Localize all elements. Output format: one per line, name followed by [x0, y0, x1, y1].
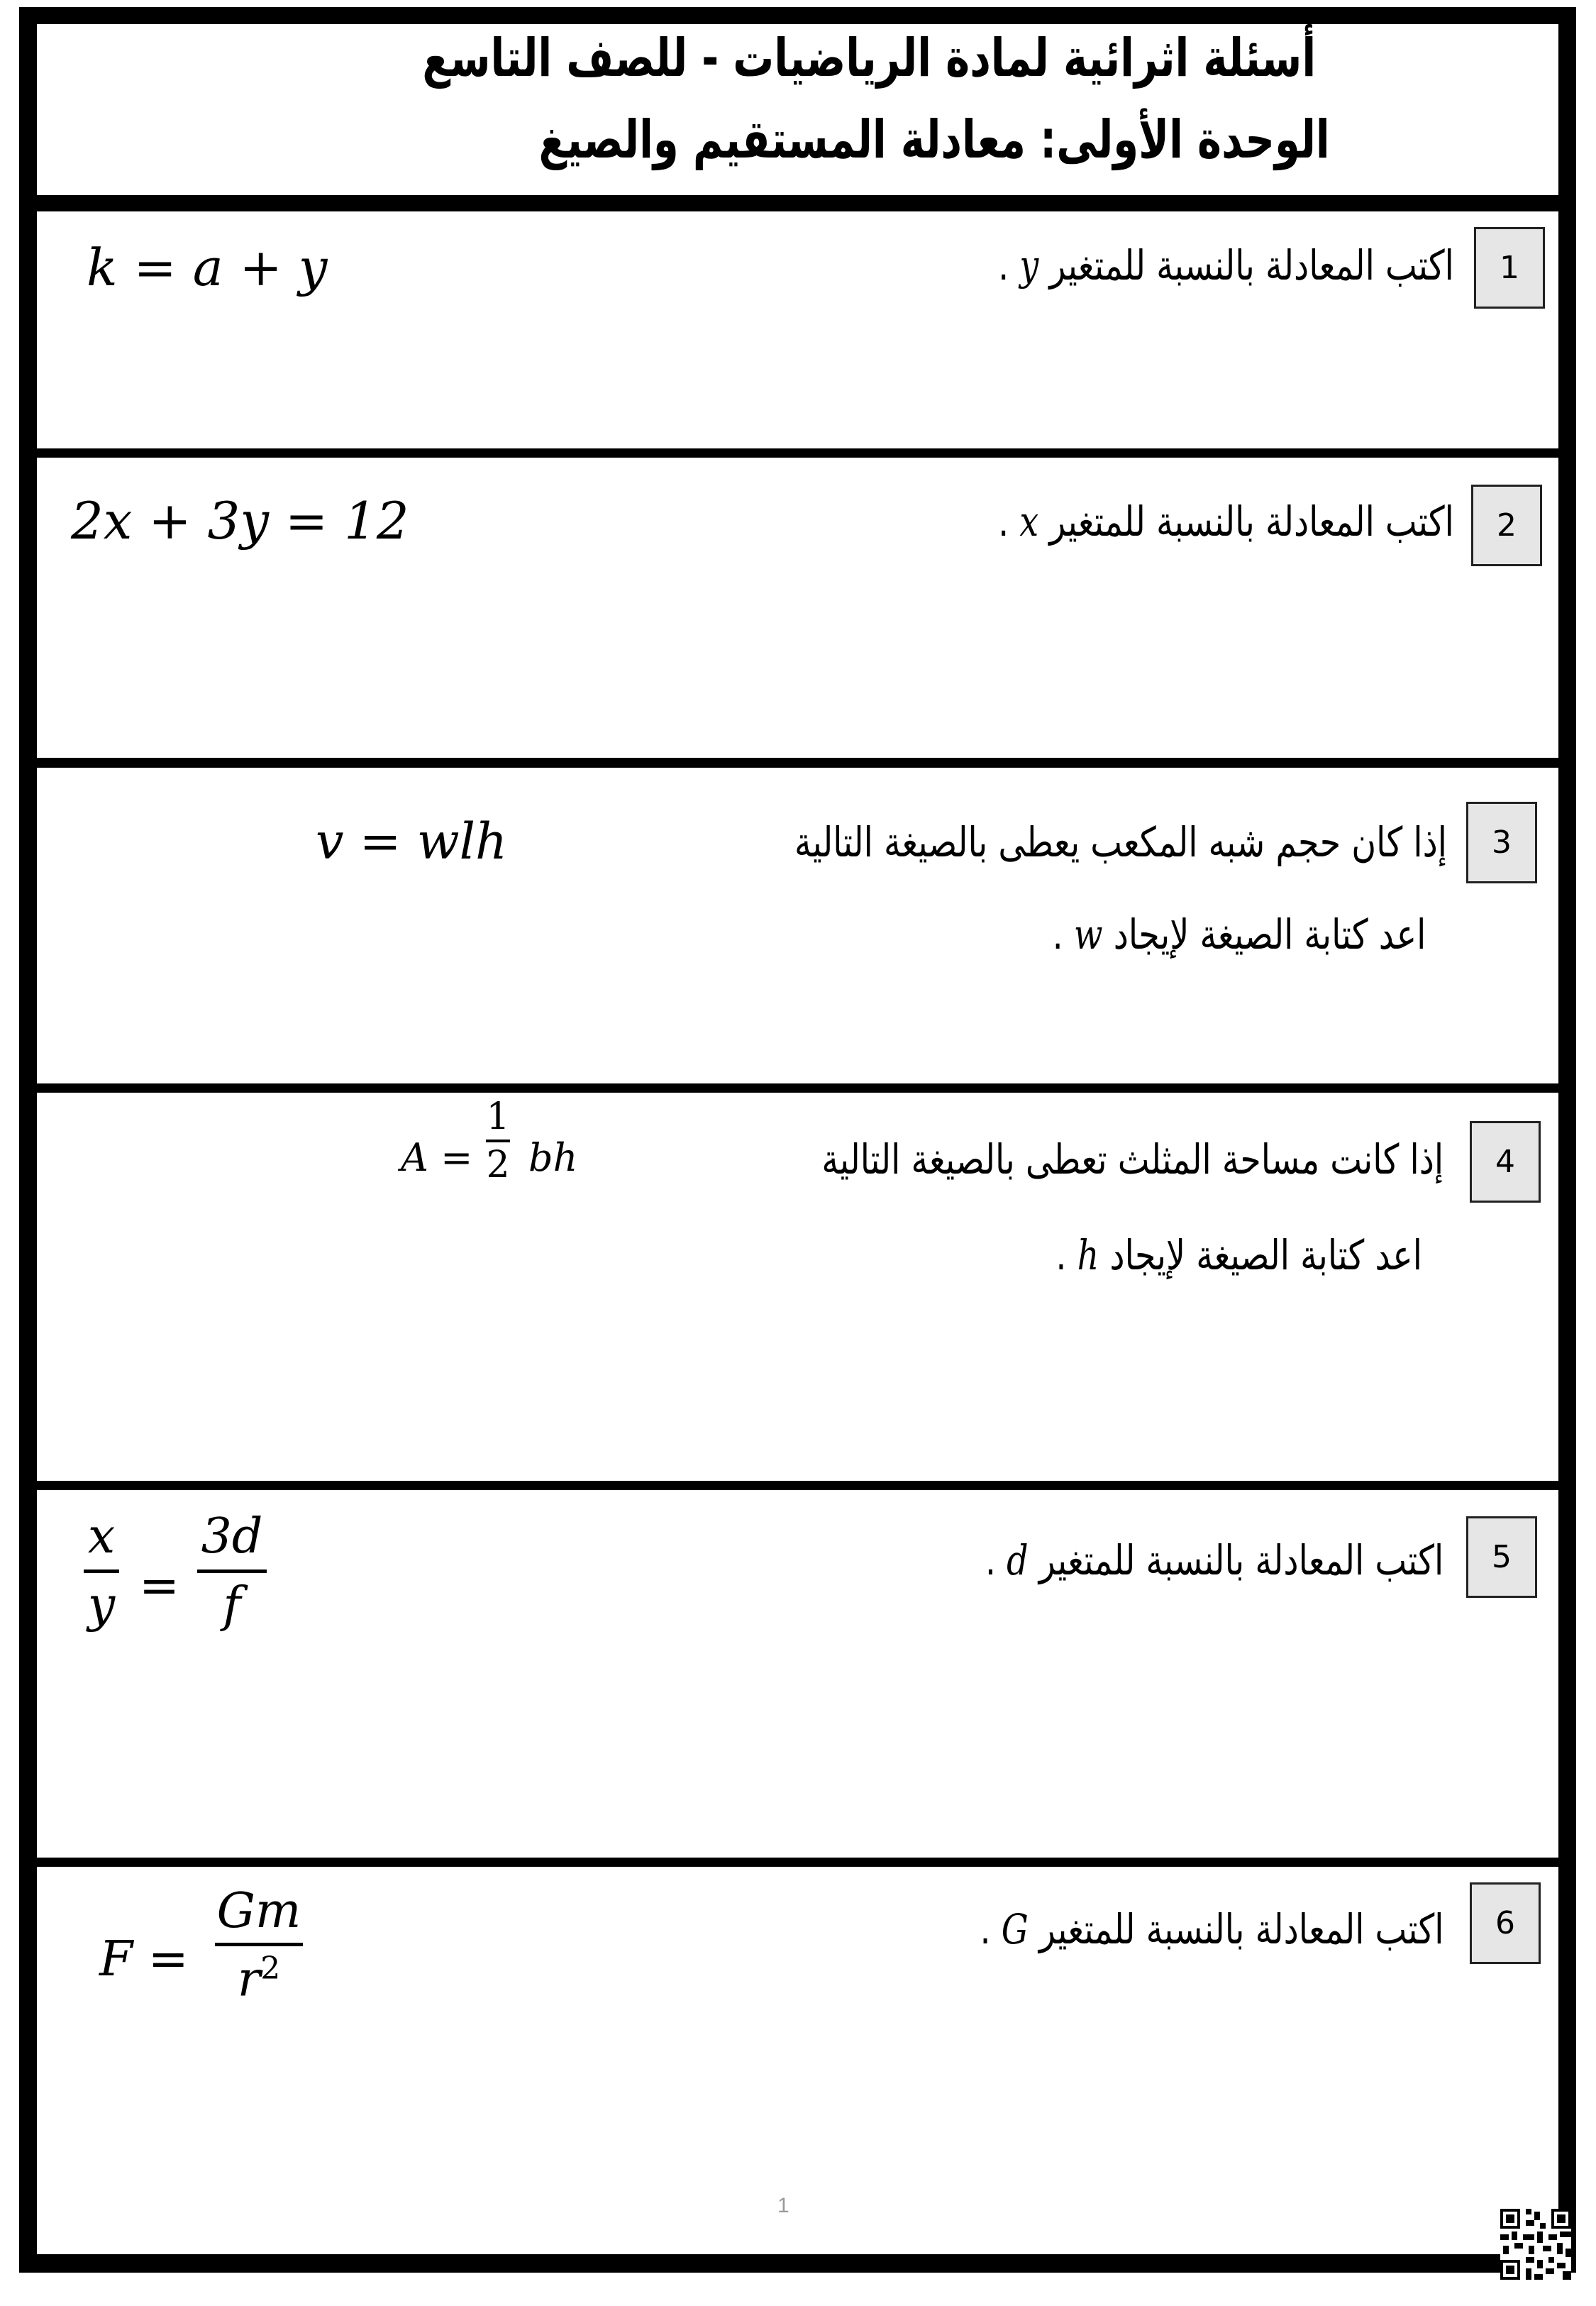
question-instruction: اعد كتابة الصيغة لإيجاد h .	[1055, 1231, 1422, 1279]
equation: k = a + y	[87, 238, 328, 297]
equation: A = 1 2 bh	[401, 1096, 578, 1186]
question-number-badge: 1	[1474, 227, 1545, 309]
frame-top-border	[19, 7, 1576, 24]
question-instruction: اعد كتابة الصيغة لإيجاد w .	[1052, 910, 1426, 959]
target-variable: d	[1006, 1536, 1029, 1584]
question-number-badge: 3	[1466, 802, 1537, 883]
header-divider	[19, 195, 1576, 211]
equation: 2x + 3y = 12	[71, 491, 409, 551]
frame-left-border	[19, 7, 37, 2273]
page-number: 1	[777, 2194, 789, 2217]
question-prompt: اكتب المعادلة بالنسبة للمتغير d .	[985, 1536, 1443, 1584]
fraction: 1 2	[486, 1096, 510, 1186]
question-prompt: اكتب المعادلة بالنسبة للمتغير x .	[998, 497, 1454, 546]
question-number-badge: 4	[1470, 1121, 1541, 1203]
equation: x y = 3d f	[84, 1513, 282, 1658]
fraction: Gm $r^2$	[215, 1887, 303, 2004]
question-divider-5	[19, 1858, 1576, 1867]
question-number-badge: 5	[1466, 1516, 1537, 1598]
question-divider-3	[19, 1083, 1576, 1093]
right-fraction: 3d f	[197, 1513, 267, 1630]
question-prompt: اكتب المعادلة بالنسبة للمتغير G .	[980, 1905, 1443, 1953]
equation: v = wlh	[316, 812, 508, 871]
question-divider-1	[19, 448, 1576, 458]
target-variable: x	[1019, 497, 1039, 546]
question-number-badge: 2	[1471, 485, 1542, 566]
equation: F = Gm $r^2$	[99, 1887, 312, 2022]
frame-right-border	[1558, 7, 1576, 2273]
target-variable: G	[1001, 1905, 1029, 1953]
question-divider-2	[19, 758, 1576, 768]
question-prompt: اكتب المعادلة بالنسبة للمتغير y .	[998, 241, 1454, 289]
question-prompt: إذا كانت مساحة المثلث تعطى بالصيغة التالية	[821, 1135, 1443, 1184]
left-fraction: x y	[84, 1513, 119, 1630]
page-title: أسئلة اثرائية لمادة الرياضيات - للصف التاسع	[422, 28, 1316, 89]
frame-bottom-border	[19, 2254, 1576, 2273]
target-variable: h	[1077, 1231, 1099, 1279]
qr-code-icon	[1500, 2209, 1571, 2280]
question-number-badge: 6	[1470, 1882, 1541, 1964]
question-divider-4	[19, 1481, 1576, 1490]
question-prompt: إذا كان حجم شبه المكعب يعطى بالصيغة التالية	[794, 818, 1447, 866]
target-variable: y	[1019, 241, 1039, 289]
target-variable: w	[1073, 910, 1103, 959]
unit-subtitle: الوحدة الأولى: معادلة المستقيم والصيغ	[538, 109, 1330, 170]
